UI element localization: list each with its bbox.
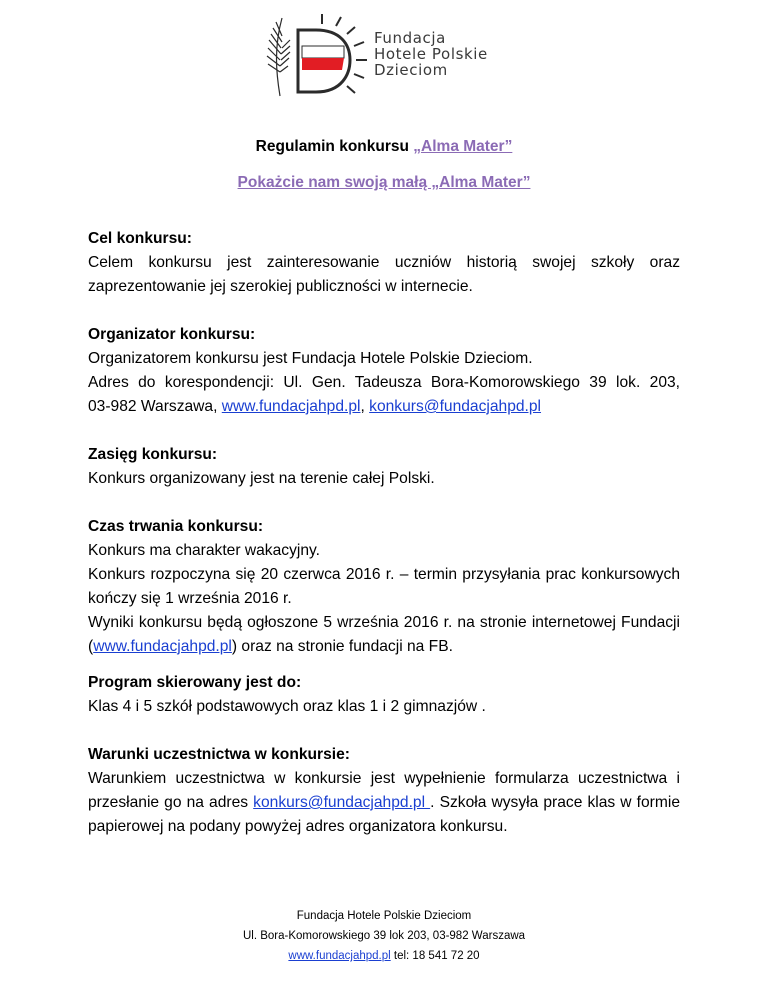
- footer-contact: [0, 949, 768, 963]
- separator: ,: [360, 398, 370, 415]
- logo-line-2: Hotele Polskie: [374, 45, 488, 63]
- conditions-prefix: Warunkiem uczestnictwa w konkursie jest wypełnienie formularza uczestnictwa i przesłanie go na adres: [88, 770, 680, 811]
- section-heading: Zasięg konkursu:: [88, 446, 218, 463]
- email-link[interactable]: konkurs@fundacjahpd.pl: [369, 398, 542, 415]
- footer-address: Ul. Bora-Komorowskiego 39 lok 203, 03-982 Warszawa: [242, 930, 526, 942]
- section-line: [88, 395, 680, 419]
- section-text: Celem konkursu jest zainteresowanie uczniów historią swojej szkoły oraz zaprezentowanie jej szerokiej publiczności w internecie.: [88, 254, 680, 295]
- website-link[interactable]: www.fundacjahpd.pl: [93, 638, 232, 655]
- section-heading: Warunki uczestnictwa w konkursie:: [88, 746, 350, 763]
- section-heading: Program skierowany jest do:: [88, 674, 302, 691]
- section-line: Organizatorem konkursu jest Fundacja Hotele Polskie Dzieciom.: [88, 350, 533, 367]
- address-city: 03-982 Warszawa,: [88, 398, 222, 415]
- logo-line-3: Dzieciom: [374, 61, 448, 79]
- section-program: [88, 671, 680, 719]
- section-line: Adres do korespondencji: Ul. Gen. Tadeusza Bora-Komorowskiego 39 lok. 203,: [88, 374, 680, 391]
- email-link[interactable]: konkurs@fundacjahpd.pl: [253, 794, 431, 811]
- document-subtitle: Pokażcie nam swoją małą „Alma Mater”: [237, 174, 531, 191]
- section-zasieg: [88, 443, 680, 491]
- section-heading: Czas trwania konkursu:: [88, 518, 264, 535]
- results-prefix: Wyniki konkursu będą ogłoszone 5 września 2016 r. na stronie internetowej Fundacji (: [88, 614, 680, 655]
- conditions-suffix: . Szkoła wysyła prace klas w formie papierowej na podany powyżej adres organizatora konkursu.: [88, 794, 680, 835]
- section-text: [88, 611, 680, 659]
- section-text: Klas 4 i 5 szkół podstawowych oraz klas 1 i 2 gimnazjów .: [88, 698, 486, 715]
- section-text: [88, 767, 680, 839]
- website-link[interactable]: www.fundacjahpd.pl: [221, 398, 361, 415]
- section-text: Konkurs organizowany jest na terenie całej Polski.: [88, 470, 435, 487]
- logo-text: [374, 30, 488, 78]
- section-heading: Cel konkursu:: [88, 230, 192, 247]
- title-highlight: „Alma Mater”: [413, 138, 513, 155]
- section-czas: [88, 515, 680, 659]
- section-organizator: [88, 323, 680, 419]
- logo-emblem-icon: [258, 12, 374, 100]
- section-warunki: [88, 743, 680, 839]
- title-prefix: Regulamin konkursu: [255, 138, 414, 155]
- section-heading: Organizator konkursu:: [88, 326, 256, 343]
- logo-line-1: Fundacja: [374, 29, 446, 47]
- footer-name: Fundacja Hotele Polskie Dzieciom: [296, 910, 472, 922]
- document-title: [0, 138, 768, 156]
- footer-phone: tel: 18 541 72 20: [390, 950, 480, 962]
- results-suffix: ) oraz na stronie fundacji na FB.: [231, 638, 453, 655]
- footer-website-link[interactable]: www.fundacjahpd.pl: [288, 950, 391, 962]
- section-line: Konkurs ma charakter wakacyjny.: [88, 542, 320, 559]
- section-cel: [88, 227, 680, 299]
- section-text: Konkurs rozpoczyna się 20 czerwca 2016 r. – termin przysyłania prac konkursowych kończy się 1 września 2016 r.: [88, 566, 680, 607]
- foundation-logo: [258, 12, 518, 100]
